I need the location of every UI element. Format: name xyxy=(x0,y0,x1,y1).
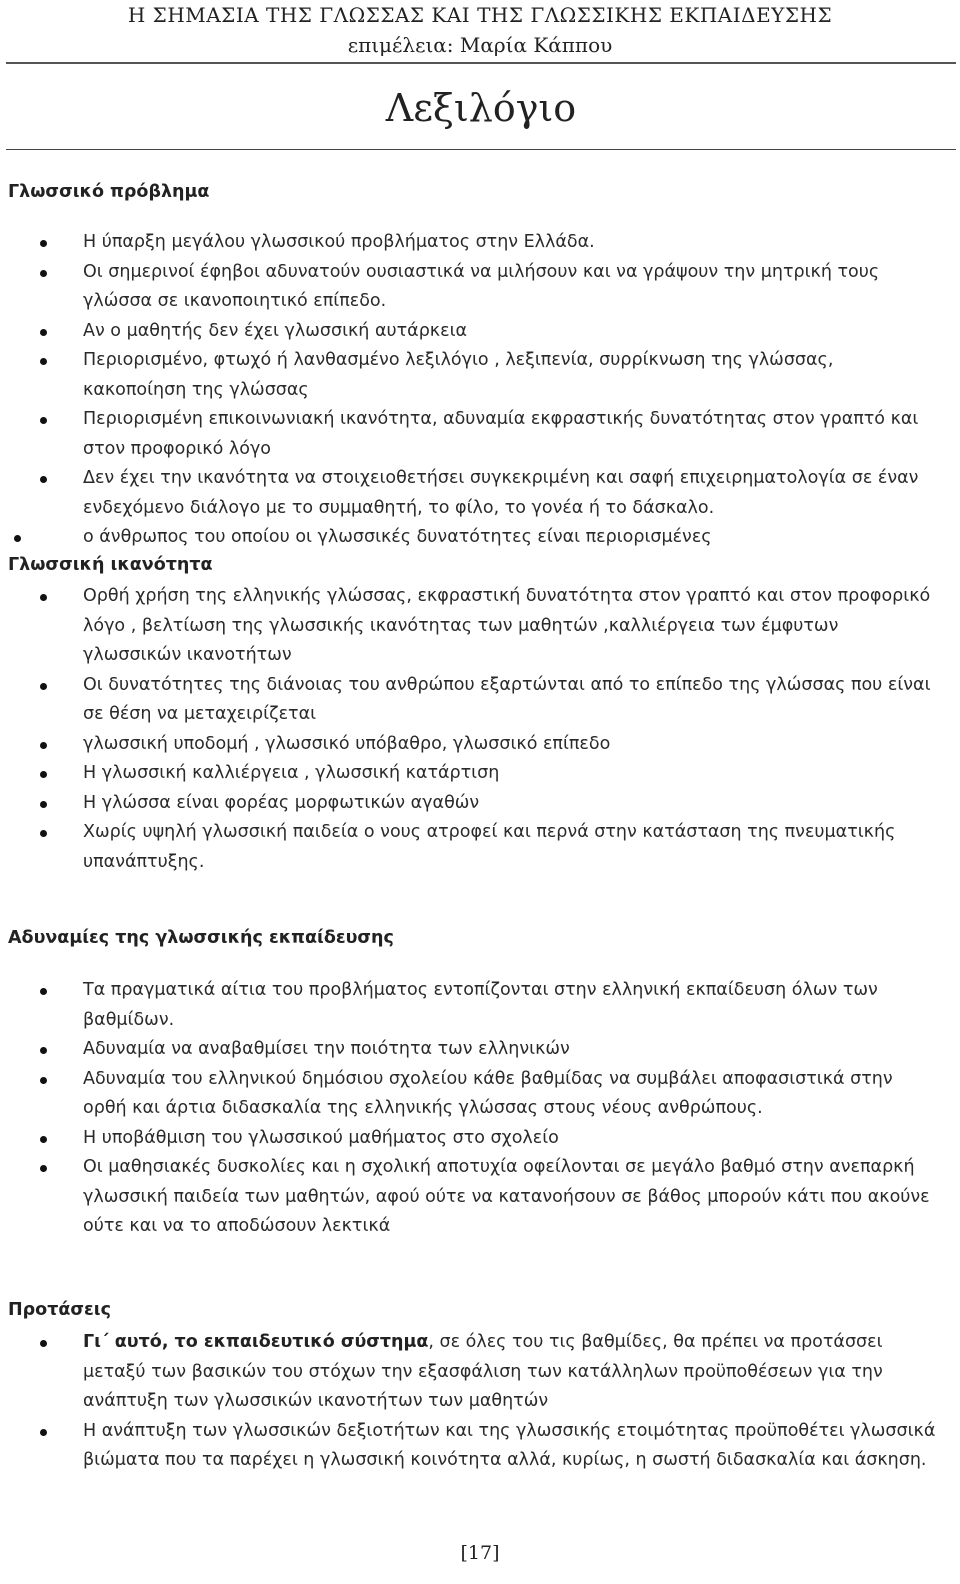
list-item: ο άνθρωπος του οποίου οι γλωσσικές δυνατότητες είναι περιορισμένες xyxy=(0,523,950,553)
list-item: Αδυναμία να αναβαθμίσει την ποιότητα των ελληνικών xyxy=(0,1035,950,1065)
list-proposals xyxy=(0,1328,950,1476)
list-item-bold: Γι΄ αυτό, το εκπαιδευτικό σύστημα xyxy=(83,1332,429,1352)
header-title: Η ΣΗΜΑΣΙΑ ΤΗΣ ΓΛΩΣΣΑΣ ΚΑΙ ΤΗΣ ΓΛΩΣΣΙΚΗΣ ΕΚΠΑΙΔΕΥΣΗΣ xyxy=(127,3,833,27)
page-title-text: Λεξιλόγιο xyxy=(385,86,577,130)
list-item: Η γλωσσική καλλιέργεια , γλωσσική κατάρτιση xyxy=(0,759,950,789)
list-item: Αν ο μαθητής δεν έχει γλωσσική αυτάρκεια xyxy=(0,317,950,347)
list-item: Περιορισμένο, φτωχό ή λανθασμένο λεξιλόγιο , λεξιπενία, συρρίκνωση της γλώσσας, κακοποίηση της γλώσσας xyxy=(0,346,950,405)
header-editor: επιμέλεια: Μαρία Κάππου xyxy=(347,33,613,57)
list-item: γλωσσική υποδομή , γλωσσικό υπόβαθρο, γλωσσικό επίπεδο xyxy=(0,730,950,760)
list-item: Αδυναμία του ελληνικού δημόσιου σχολείου κάθε βαθμίδας να συμβάλει αποφασιστικά στην ορθή και άρτια διδασκαλία της ελληνικής γλώσσας στους νέους ανθρώπους. xyxy=(0,1065,950,1124)
section-heading-proposals: Προτάσεις xyxy=(8,1300,111,1320)
running-header xyxy=(0,0,960,60)
list-item-text: , σε όλες του τις βαθμίδες, θα πρέπει να προτάσσει μεταξύ των βασικών του στόχων την εξασφάλιση των κατάλληλων προϋποθέσεων για την ανάπτυξη των γλωσσικών ικανοτήτων των μαθητών xyxy=(83,1332,883,1411)
list-item: Ορθή χρήση της ελληνικής γλώσσας, εκφραστική δυνατότητα στον γραπτό και στον προφορικό λόγο , βελτίωση της γλωσσικής ικανότητας των μαθητών ,καλλιέργεια των έμφυτων γλωσσικών ικανοτήτων xyxy=(0,582,950,671)
section-heading-weaknesses: Αδυναμίες της γλωσσικής εκπαίδευσης xyxy=(8,928,394,948)
list-item: Η ύπαρξη μεγάλου γλωσσικού προβλήματος στην Ελλάδα. xyxy=(0,228,950,258)
list-item: Τα πραγματικά αίτια του προβλήματος εντοπίζονται στην ελληνική εκπαίδευση όλων των βαθμίδων. xyxy=(0,976,950,1035)
list-weaknesses xyxy=(0,976,950,1242)
list-item: Η υποβάθμιση του γλωσσικού μαθήματος στο σχολείο xyxy=(0,1124,950,1154)
list-linguistic-competence xyxy=(0,582,950,877)
section-heading-linguistic-competence: Γλωσσική ικανότητα xyxy=(8,555,213,575)
list-item: Οι μαθησιακές δυσκολίες και η σχολική αποτυχία οφείλονται σε μεγάλο βαθμό στην ανεπαρκή γλωσσική παιδεία των μαθητών, αφού ούτε να κατανοήσουν σε βάθος μπορούν κάτι που ακούνε ούτε και να το αποδώσουν λεκτικά xyxy=(0,1153,950,1242)
list-linguistic-problem xyxy=(0,228,950,553)
list-item: Δεν έχει την ικανότητα να στοιχειοθετήσει συγκεκριμένη και σαφή επιχειρηματολογία σε έναν ενδεχόμενο διάλογο με το συμμαθητή, το φίλο, το γονέα ή το δάσκαλο. xyxy=(0,464,950,523)
list-item: Οι δυνατότητες της διάνοιας του ανθρώπου εξαρτώνται από το επίπεδο της γλώσσας που είναι σε θέση να μεταχειρίζεται xyxy=(0,671,950,730)
list-item: Περιορισμένη επικοινωνιακή ικανότητα, αδυναμία εκφραστικής δυνατότητας στον γραπτό και στον προφορικό λόγο xyxy=(0,405,950,464)
list-item: Χωρίς υψηλή γλωσσική παιδεία ο νους ατροφεί και περνά στην κατάσταση της πνευματικής υπανάπτυξης. xyxy=(0,818,950,877)
page-number: [17] xyxy=(460,1542,500,1564)
section-heading-linguistic-problem: Γλωσσικό πρόβλημα xyxy=(8,182,210,202)
page-title xyxy=(0,86,960,130)
list-item xyxy=(0,1328,950,1417)
list-item: Η γλώσσα είναι φορέας μορφωτικών αγαθών xyxy=(0,789,950,819)
list-item: Οι σημερινοί έφηβοι αδυνατούν ουσιαστικά να μιλήσουν και να γράψουν την μητρική τους γλώσσα σε ικανοποιητικό επίπεδο. xyxy=(0,258,950,317)
title-rule xyxy=(6,149,956,150)
list-item: Η ανάπτυξη των γλωσσικών δεξιοτήτων και της γλωσσικής ετοιμότητας προϋποθέτει γλωσσικά βιώματα που τα παρέχει η γλωσσική κοινότητα αλλά, κυρίως, η σωστή διδασκαλία και άσκηση. xyxy=(0,1417,950,1476)
header-rule xyxy=(6,62,956,64)
